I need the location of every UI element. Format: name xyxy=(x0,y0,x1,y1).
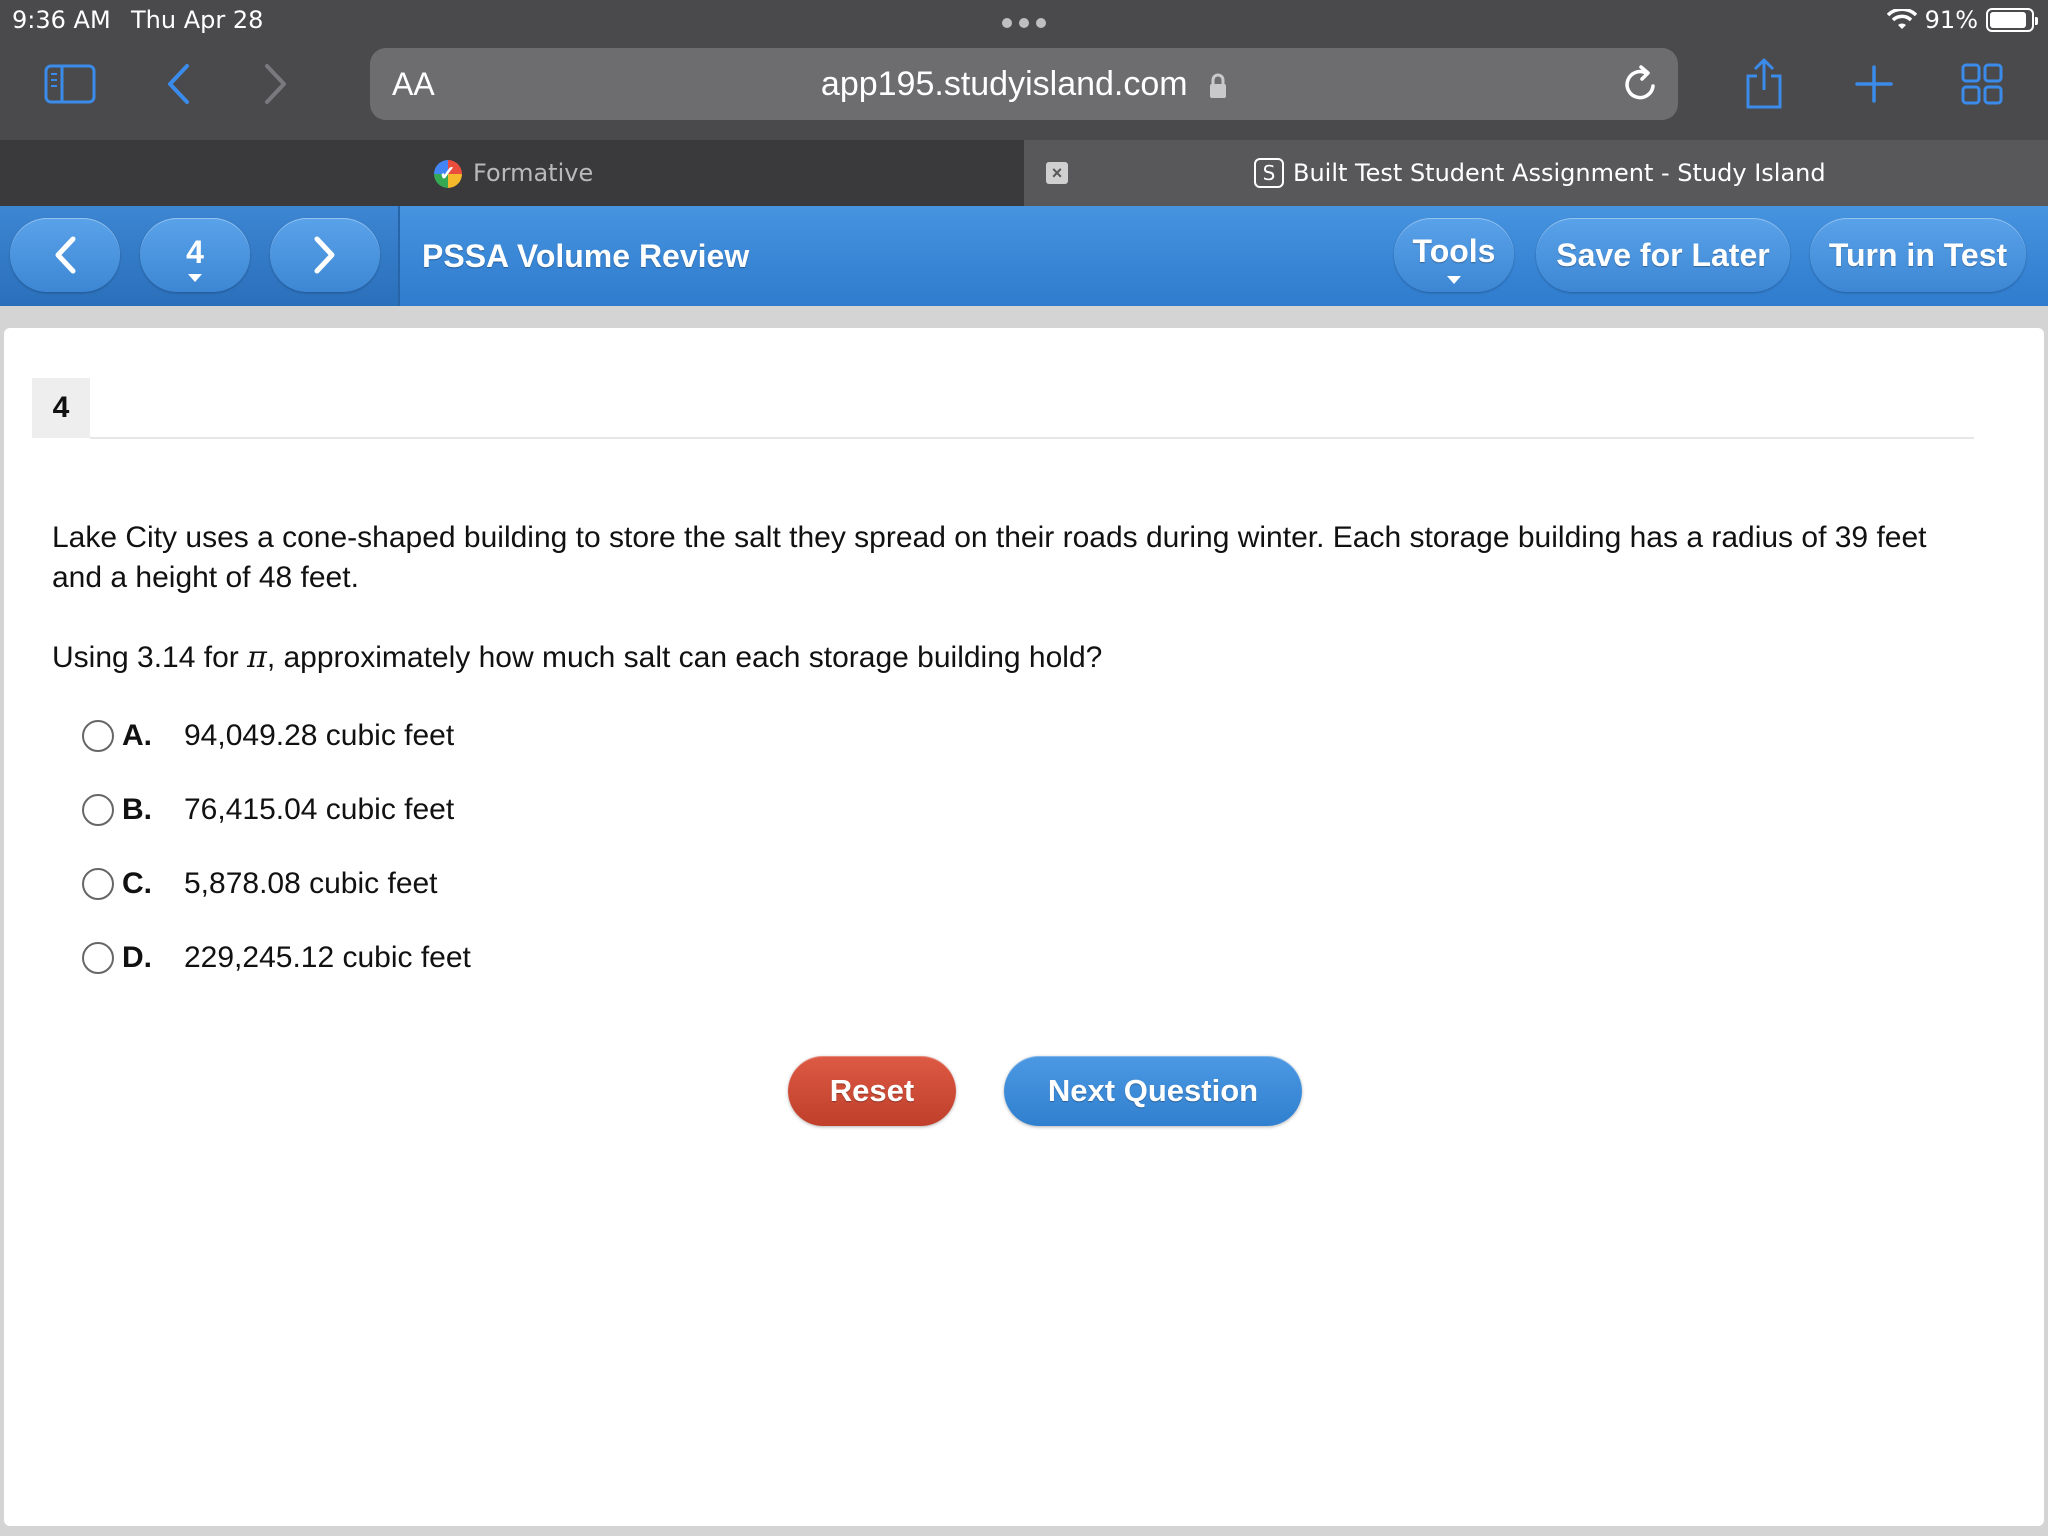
battery-icon xyxy=(1986,8,2034,32)
sidebar-icon xyxy=(44,64,96,104)
choice-text: 76,415.04 cubic feet xyxy=(184,793,455,826)
status-bar xyxy=(0,0,2048,40)
tab-study-island[interactable] xyxy=(1024,140,2048,206)
chevron-left-icon xyxy=(52,235,78,275)
question-number: 4 xyxy=(32,378,90,438)
question-stem: Lake City uses a cone-shaped building to store the salt they spread on their roads during winter. Each storage building has a radius of 39 feet and a height of 48 feet. xyxy=(52,521,1927,594)
question-panel xyxy=(4,328,2044,1526)
status-indicators xyxy=(1887,6,2034,34)
pi-symbol: π xyxy=(247,640,267,675)
browser-tab-bar xyxy=(0,140,2048,206)
choice-letter: B. xyxy=(122,793,152,826)
multitasking-dots-icon[interactable] xyxy=(1002,18,1046,30)
close-tab-icon[interactable]: × xyxy=(1046,162,1068,184)
save-for-later-button[interactable]: Save for Later xyxy=(1536,218,1790,292)
choice-letter: A. xyxy=(122,719,152,752)
radio-button[interactable] xyxy=(82,720,114,752)
choice-text: 94,049.28 cubic feet xyxy=(184,719,455,752)
tabs-overview-icon xyxy=(1961,63,2003,105)
question-selector-number: 4 xyxy=(186,233,204,270)
choice-text: 229,245.12 cubic feet xyxy=(184,941,471,974)
next-question-arrow-button[interactable] xyxy=(270,218,380,292)
chevron-right-icon xyxy=(312,235,338,275)
question-prompt xyxy=(52,638,1932,678)
lock-icon xyxy=(1209,73,1227,99)
page-title: PSSA Volume Review xyxy=(422,238,750,274)
question-selector-dropdown[interactable] xyxy=(140,218,250,292)
formative-favicon-icon xyxy=(434,160,462,188)
reset-button[interactable]: Reset xyxy=(788,1056,956,1126)
status-date: Thu Apr 28 xyxy=(131,6,264,34)
previous-question-button[interactable] xyxy=(10,218,120,292)
prompt-after: , approximately how much salt can each storage building hold? xyxy=(266,641,1103,674)
caret-down-icon xyxy=(188,274,202,282)
tab-formative[interactable] xyxy=(0,140,1024,206)
tab-label: Built Test Student Assignment - Study Island xyxy=(1293,159,1826,187)
prompt-before: Using 3.14 for xyxy=(52,641,248,674)
new-tab-icon xyxy=(1854,64,1894,104)
choice-text: 5,878.08 cubic feet xyxy=(184,867,438,900)
answer-choice-a[interactable] xyxy=(82,712,882,760)
share-button[interactable] xyxy=(1740,56,1788,112)
browser-toolbar xyxy=(0,40,2048,140)
back-icon xyxy=(166,63,190,105)
reload-icon[interactable] xyxy=(1622,64,1660,104)
wifi-icon xyxy=(1887,9,1917,31)
status-time: 9:36 AM xyxy=(12,6,111,34)
back-button[interactable] xyxy=(158,62,198,106)
url-display[interactable] xyxy=(370,65,1678,104)
answer-choice-c[interactable] xyxy=(82,860,882,908)
forward-button[interactable] xyxy=(256,62,296,106)
battery-fill xyxy=(1990,12,2026,28)
turn-in-test-button[interactable]: Turn in Test xyxy=(1810,218,2026,292)
url-text: app195.studyisland.com xyxy=(820,65,1188,103)
answer-choice-d[interactable] xyxy=(82,934,882,982)
tab-label: Formative xyxy=(473,159,594,187)
question-navigation xyxy=(0,206,400,306)
study-island-favicon-icon: S xyxy=(1254,158,1284,188)
forward-icon xyxy=(264,63,288,105)
new-tab-button[interactable] xyxy=(1852,62,1896,106)
share-icon xyxy=(1743,58,1785,110)
radio-button[interactable] xyxy=(82,794,114,826)
app-header xyxy=(0,206,2048,306)
answer-choice-b[interactable] xyxy=(82,786,882,834)
tabs-overview-button[interactable] xyxy=(1960,62,2004,106)
sidebar-toggle-button[interactable] xyxy=(40,62,100,106)
divider xyxy=(90,437,1974,439)
tools-menu-button[interactable] xyxy=(1394,218,1514,292)
radio-button[interactable] xyxy=(82,942,114,974)
radio-button[interactable] xyxy=(82,868,114,900)
caret-down-icon xyxy=(1447,276,1461,284)
battery-percent: 91% xyxy=(1924,6,1978,34)
next-question-button[interactable]: Next Question xyxy=(1004,1056,1302,1126)
address-bar[interactable] xyxy=(370,48,1678,120)
tools-label: Tools xyxy=(1412,233,1496,269)
choice-letter: D. xyxy=(122,941,152,974)
choice-letter: C. xyxy=(122,867,152,900)
reader-aa-button[interactable]: AA xyxy=(392,66,435,102)
